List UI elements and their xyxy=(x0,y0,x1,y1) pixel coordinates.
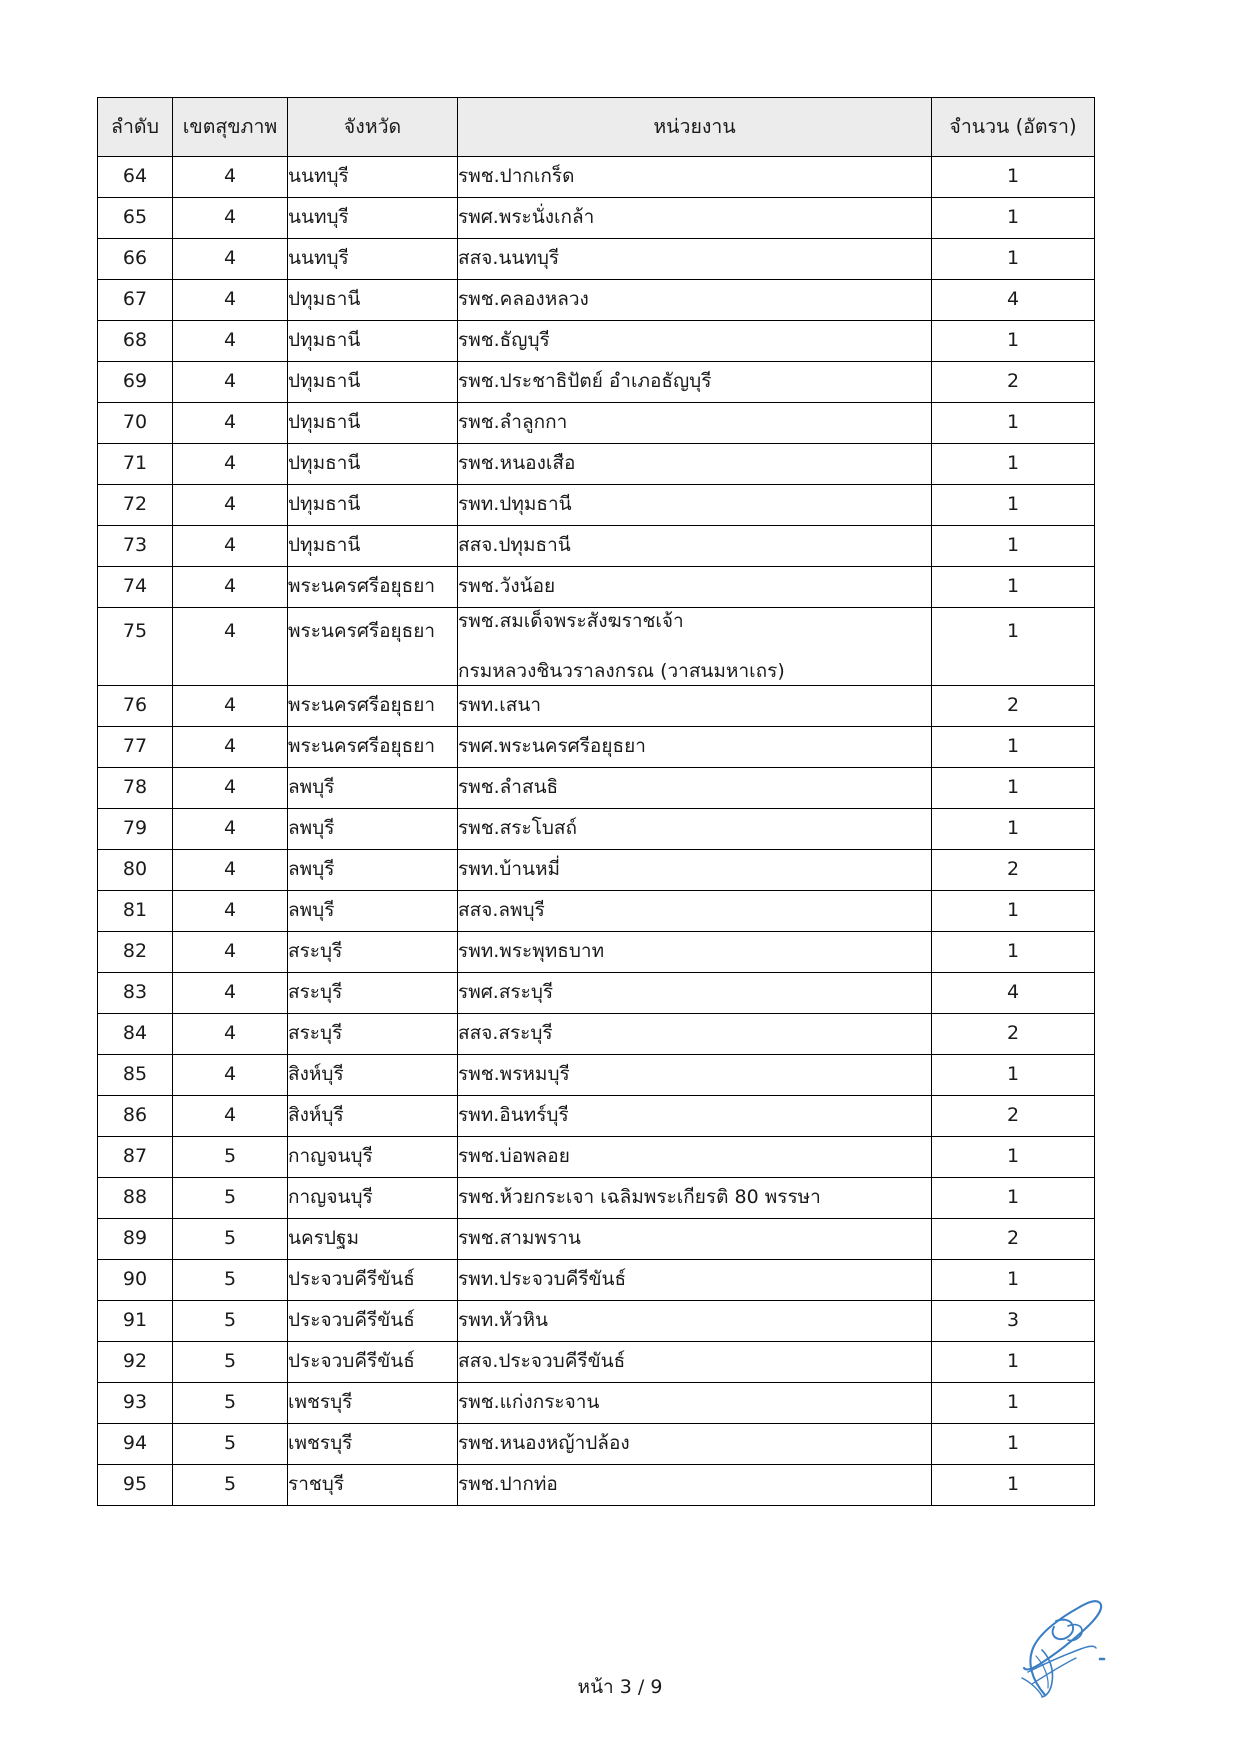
cell-count: 1 xyxy=(932,239,1095,280)
cell-unit: รพศ.พระนั่งเกล้า xyxy=(458,198,932,239)
cell-count: 1 xyxy=(932,1055,1095,1096)
cell-unit: รพศ.พระนครศรีอยุธยา xyxy=(458,727,932,768)
cell-seq: 86 xyxy=(98,1096,173,1137)
table-row xyxy=(98,1178,1095,1219)
table-row xyxy=(98,850,1095,891)
cell-unit xyxy=(458,608,932,686)
cell-zone: 5 xyxy=(173,1219,288,1260)
cell-unit: รพท.พระพุทธบาท xyxy=(458,932,932,973)
cell-unit: รพท.บ้านหมี่ xyxy=(458,850,932,891)
column-header-zone: เขตสุขภาพ xyxy=(173,98,288,157)
column-header-seq: ลำดับ xyxy=(98,98,173,157)
cell-zone: 4 xyxy=(173,686,288,727)
table-row xyxy=(98,321,1095,362)
roster-table-container xyxy=(97,97,1094,1506)
table-row xyxy=(98,686,1095,727)
cell-province: สระบุรี xyxy=(288,932,458,973)
cell-province: นครปฐม xyxy=(288,1219,458,1260)
table-row xyxy=(98,1260,1095,1301)
cell-count: 1 xyxy=(932,1260,1095,1301)
cell-unit: สสจ.นนทบุรี xyxy=(458,239,932,280)
cell-zone: 5 xyxy=(173,1383,288,1424)
cell-province: พระนครศรีอยุธยา xyxy=(288,686,458,727)
cell-zone: 4 xyxy=(173,973,288,1014)
cell-seq: 87 xyxy=(98,1137,173,1178)
cell-province: ลพบุรี xyxy=(288,891,458,932)
cell-count: 1 xyxy=(932,567,1095,608)
cell-province: ราชบุรี xyxy=(288,1465,458,1506)
cell-seq: 81 xyxy=(98,891,173,932)
cell-zone: 4 xyxy=(173,485,288,526)
cell-seq: 83 xyxy=(98,973,173,1014)
cell-unit: รพท.อินทร์บุรี xyxy=(458,1096,932,1137)
table-row xyxy=(98,444,1095,485)
cell-count: 1 xyxy=(932,485,1095,526)
table-row xyxy=(98,1301,1095,1342)
cell-province: เพชรบุรี xyxy=(288,1383,458,1424)
table-row xyxy=(98,157,1095,198)
cell-province: ปทุมธานี xyxy=(288,526,458,567)
cell-zone: 5 xyxy=(173,1137,288,1178)
cell-unit: รพช.ลำสนธิ xyxy=(458,768,932,809)
cell-count: 1 xyxy=(932,321,1095,362)
table-row xyxy=(98,1137,1095,1178)
cell-count: 1 xyxy=(932,891,1095,932)
cell-zone: 4 xyxy=(173,198,288,239)
page-number-footer: หน้า 3 / 9 xyxy=(577,1676,663,1698)
cell-zone: 5 xyxy=(173,1465,288,1506)
cell-province: นนทบุรี xyxy=(288,239,458,280)
cell-seq: 77 xyxy=(98,727,173,768)
table-row xyxy=(98,1342,1095,1383)
cell-seq: 75 xyxy=(98,608,173,686)
cell-count: 1 xyxy=(932,1342,1095,1383)
cell-province: ประจวบคีรีขันธ์ xyxy=(288,1301,458,1342)
cell-zone: 4 xyxy=(173,444,288,485)
cell-seq: 74 xyxy=(98,567,173,608)
header-row xyxy=(98,98,1095,157)
roster-table xyxy=(97,97,1095,1506)
cell-zone: 4 xyxy=(173,768,288,809)
cell-zone: 4 xyxy=(173,891,288,932)
cell-unit: สสจ.ประจวบคีรีขันธ์ xyxy=(458,1342,932,1383)
table-row xyxy=(98,198,1095,239)
table-row xyxy=(98,567,1095,608)
cell-zone: 5 xyxy=(173,1342,288,1383)
cell-province: ปทุมธานี xyxy=(288,362,458,403)
cell-unit: รพช.แก่งกระจาน xyxy=(458,1383,932,1424)
cell-zone: 4 xyxy=(173,1096,288,1137)
column-header-count: จำนวน (อัตรา) xyxy=(932,98,1095,157)
cell-unit: รพช.สามพราน xyxy=(458,1219,932,1260)
cell-seq: 94 xyxy=(98,1424,173,1465)
cell-seq: 76 xyxy=(98,686,173,727)
cell-seq: 66 xyxy=(98,239,173,280)
cell-count: 1 xyxy=(932,1178,1095,1219)
cell-unit: รพช.ปากเกร็ด xyxy=(458,157,932,198)
table-row xyxy=(98,1014,1095,1055)
table-row xyxy=(98,932,1095,973)
cell-zone: 4 xyxy=(173,809,288,850)
cell-province: ลพบุรี xyxy=(288,850,458,891)
cell-zone: 5 xyxy=(173,1260,288,1301)
cell-zone: 4 xyxy=(173,403,288,444)
cell-province: ลพบุรี xyxy=(288,768,458,809)
cell-count: 2 xyxy=(932,686,1095,727)
cell-unit: รพช.ลำลูกกา xyxy=(458,403,932,444)
cell-seq: 72 xyxy=(98,485,173,526)
cell-seq: 91 xyxy=(98,1301,173,1342)
cell-zone: 5 xyxy=(173,1424,288,1465)
cell-unit-line-1: รพช.สมเด็จพระสังฆราชเจ้า xyxy=(458,610,684,632)
cell-zone: 4 xyxy=(173,280,288,321)
cell-seq: 84 xyxy=(98,1014,173,1055)
cell-seq: 70 xyxy=(98,403,173,444)
cell-count: 1 xyxy=(932,608,1095,686)
cell-count: 1 xyxy=(932,526,1095,567)
cell-province: ปทุมธานี xyxy=(288,321,458,362)
column-header-province: จังหวัด xyxy=(288,98,458,157)
cell-count: 1 xyxy=(932,768,1095,809)
cell-province: ประจวบคีรีขันธ์ xyxy=(288,1342,458,1383)
table-row xyxy=(98,526,1095,567)
table-row xyxy=(98,1219,1095,1260)
table-row xyxy=(98,608,1095,686)
cell-unit: รพช.บ่อพลอย xyxy=(458,1137,932,1178)
cell-zone: 5 xyxy=(173,1178,288,1219)
cell-count: 4 xyxy=(932,973,1095,1014)
cell-count: 2 xyxy=(932,1014,1095,1055)
cell-province: นนทบุรี xyxy=(288,157,458,198)
cell-count: 1 xyxy=(932,932,1095,973)
cell-seq: 80 xyxy=(98,850,173,891)
cell-province: ปทุมธานี xyxy=(288,280,458,321)
table-header xyxy=(98,98,1095,157)
cell-count: 2 xyxy=(932,1219,1095,1260)
table-row xyxy=(98,1383,1095,1424)
cell-count: 1 xyxy=(932,809,1095,850)
cell-province: เพชรบุรี xyxy=(288,1424,458,1465)
cell-unit: รพท.ประจวบคีรีขันธ์ xyxy=(458,1260,932,1301)
cell-count: 1 xyxy=(932,1137,1095,1178)
cell-unit: รพช.สระโบสถ์ xyxy=(458,809,932,850)
cell-seq: 69 xyxy=(98,362,173,403)
cell-unit: รพช.พรหมบุรี xyxy=(458,1055,932,1096)
cell-unit: รพช.ห้วยกระเจา เฉลิมพระเกียรติ 80 พรรษา xyxy=(458,1178,932,1219)
cell-unit: รพท.เสนา xyxy=(458,686,932,727)
cell-zone: 4 xyxy=(173,1055,288,1096)
cell-seq: 68 xyxy=(98,321,173,362)
cell-zone: 4 xyxy=(173,362,288,403)
cell-zone: 4 xyxy=(173,850,288,891)
cell-seq: 82 xyxy=(98,932,173,973)
cell-count: 1 xyxy=(932,444,1095,485)
cell-province: ลพบุรี xyxy=(288,809,458,850)
table-body xyxy=(98,157,1095,1506)
cell-seq: 71 xyxy=(98,444,173,485)
cell-province: ปทุมธานี xyxy=(288,403,458,444)
cell-province: นนทบุรี xyxy=(288,198,458,239)
table-row xyxy=(98,973,1095,1014)
cell-unit: สสจ.ปทุมธานี xyxy=(458,526,932,567)
cell-province: สระบุรี xyxy=(288,1014,458,1055)
cell-zone: 4 xyxy=(173,932,288,973)
cell-seq: 67 xyxy=(98,280,173,321)
cell-zone: 4 xyxy=(173,157,288,198)
cell-seq: 95 xyxy=(98,1465,173,1506)
cell-unit: รพช.ประชาธิปัตย์ อำเภอธัญบุรี xyxy=(458,362,932,403)
cell-zone: 4 xyxy=(173,239,288,280)
cell-unit: รพท.ปทุมธานี xyxy=(458,485,932,526)
cell-seq: 88 xyxy=(98,1178,173,1219)
table-row xyxy=(98,485,1095,526)
cell-unit-line-2: กรมหลวงชินวราลงกรณ (วาสนมหาเถร) xyxy=(458,659,785,682)
cell-count: 3 xyxy=(932,1301,1095,1342)
cell-seq: 89 xyxy=(98,1219,173,1260)
cell-seq: 85 xyxy=(98,1055,173,1096)
cell-seq: 93 xyxy=(98,1383,173,1424)
table-row xyxy=(98,809,1095,850)
cell-count: 1 xyxy=(932,1424,1095,1465)
cell-count: 1 xyxy=(932,1465,1095,1506)
cell-province: สระบุรี xyxy=(288,973,458,1014)
table-row xyxy=(98,1465,1095,1506)
column-header-unit: หน่วยงาน xyxy=(458,98,932,157)
cell-count: 2 xyxy=(932,362,1095,403)
cell-count: 4 xyxy=(932,280,1095,321)
table-row xyxy=(98,280,1095,321)
cell-province: พระนครศรีอยุธยา xyxy=(288,567,458,608)
table-row xyxy=(98,1096,1095,1137)
cell-zone: 4 xyxy=(173,608,288,686)
cell-unit: รพช.คลองหลวง xyxy=(458,280,932,321)
cell-count: 2 xyxy=(932,1096,1095,1137)
cell-zone: 4 xyxy=(173,1014,288,1055)
cell-province: กาญจนบุรี xyxy=(288,1178,458,1219)
cell-unit: สสจ.สระบุรี xyxy=(458,1014,932,1055)
cell-zone: 4 xyxy=(173,321,288,362)
cell-count: 1 xyxy=(932,198,1095,239)
cell-unit: รพช.ปากท่อ xyxy=(458,1465,932,1506)
cell-zone: 4 xyxy=(173,567,288,608)
cell-province: พระนครศรีอยุธยา xyxy=(288,608,458,686)
cell-unit: รพช.หนองเสือ xyxy=(458,444,932,485)
cell-province: กาญจนบุรี xyxy=(288,1137,458,1178)
table-row xyxy=(98,1055,1095,1096)
cell-province: ปทุมธานี xyxy=(288,485,458,526)
table-row xyxy=(98,362,1095,403)
table-row xyxy=(98,1424,1095,1465)
cell-unit: รพช.ธัญบุรี xyxy=(458,321,932,362)
cell-count: 2 xyxy=(932,850,1095,891)
cell-seq: 90 xyxy=(98,1260,173,1301)
table-row xyxy=(98,768,1095,809)
cell-province: ประจวบคีรีขันธ์ xyxy=(288,1260,458,1301)
cell-count: 1 xyxy=(932,1383,1095,1424)
cell-zone: 5 xyxy=(173,1301,288,1342)
table-row xyxy=(98,403,1095,444)
cell-zone: 4 xyxy=(173,526,288,567)
cell-unit: รพช.วังน้อย xyxy=(458,567,932,608)
cell-seq: 65 xyxy=(98,198,173,239)
cell-seq: 78 xyxy=(98,768,173,809)
cell-unit: สสจ.ลพบุรี xyxy=(458,891,932,932)
cell-seq: 92 xyxy=(98,1342,173,1383)
cell-seq: 79 xyxy=(98,809,173,850)
cell-province: ปทุมธานี xyxy=(288,444,458,485)
cell-seq: 73 xyxy=(98,526,173,567)
cell-province: สิงห์บุรี xyxy=(288,1096,458,1137)
cell-count: 1 xyxy=(932,157,1095,198)
cell-province: สิงห์บุรี xyxy=(288,1055,458,1096)
table-row xyxy=(98,239,1095,280)
table-row xyxy=(98,891,1095,932)
cell-seq: 64 xyxy=(98,157,173,198)
cell-zone: 4 xyxy=(173,727,288,768)
table-row xyxy=(98,727,1095,768)
cell-unit: รพศ.สระบุรี xyxy=(458,973,932,1014)
cell-unit: รพท.หัวหิน xyxy=(458,1301,932,1342)
cell-province: พระนครศรีอยุธยา xyxy=(288,727,458,768)
cell-count: 1 xyxy=(932,403,1095,444)
cell-count: 1 xyxy=(932,727,1095,768)
cell-unit: รพช.หนองหญ้าปล้อง xyxy=(458,1424,932,1465)
